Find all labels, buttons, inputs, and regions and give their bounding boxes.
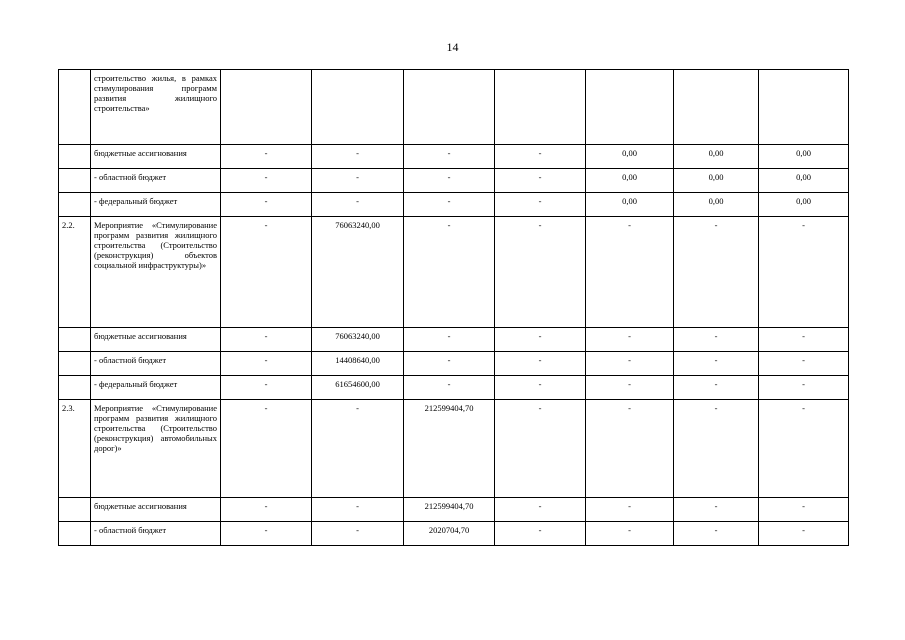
row-name-cell: Мероприятие «Стимулирование программ развития жилищного строительства (Строительство (реконструкция) объектов социальной инфраструктуры)» [91,217,221,328]
row-number-cell [59,352,91,376]
value-cell: - [674,400,759,498]
value-cell: - [221,193,312,217]
value-cell: - [759,522,849,546]
row-name-cell: - федеральный бюджет [91,193,221,217]
value-cell: - [674,498,759,522]
value-cell: 0,00 [759,145,849,169]
value-cell: - [404,217,495,328]
value-cell: - [759,400,849,498]
table-row [59,498,849,522]
value-cell: - [759,217,849,328]
value-cell: - [404,328,495,352]
row-name-cell: строительство жилья, в рамках стимулирования программ развития жилищного строительства» [91,70,221,145]
value-cell: - [586,400,674,498]
value-cell: - [495,193,586,217]
row-name-cell: бюджетные ассигнования [91,145,221,169]
table-row [59,145,849,169]
value-cell: - [404,169,495,193]
value-cell: 61654600,00 [312,376,404,400]
value-cell: - [495,352,586,376]
value-cell: - [404,145,495,169]
value-cell [221,70,312,145]
value-cell: - [674,217,759,328]
value-cell: - [404,376,495,400]
value-cell: - [674,328,759,352]
row-number-cell [59,193,91,217]
value-cell: - [759,352,849,376]
value-cell: - [312,145,404,169]
value-cell: - [495,376,586,400]
value-cell: - [312,498,404,522]
table-row [59,217,849,328]
value-cell: - [312,193,404,217]
value-cell: - [674,376,759,400]
row-number-cell [59,376,91,400]
value-cell: - [495,522,586,546]
row-name-cell: - областной бюджет [91,169,221,193]
value-cell: - [495,145,586,169]
value-cell: - [586,328,674,352]
value-cell: - [221,352,312,376]
value-cell [495,70,586,145]
row-number-cell: 2.3. [59,400,91,498]
value-cell: - [495,400,586,498]
value-cell: 2020704,70 [404,522,495,546]
value-cell: - [221,169,312,193]
table-row [59,352,849,376]
value-cell: 76063240,00 [312,217,404,328]
table-row [59,70,849,145]
value-cell: 0,00 [586,193,674,217]
table-row [59,193,849,217]
table-row [59,522,849,546]
value-cell: - [759,376,849,400]
value-cell: - [312,169,404,193]
value-cell: 0,00 [674,145,759,169]
value-cell: 0,00 [674,169,759,193]
value-cell: 14408640,00 [312,352,404,376]
value-cell: - [586,498,674,522]
value-cell: 212599404,70 [404,498,495,522]
table-body [59,70,849,546]
row-name-cell: Мероприятие «Стимулирование программ развития жилищного строительства (Строительство (реконструкция) автомобильных дорог)» [91,400,221,498]
row-number-cell [59,522,91,546]
value-cell: - [759,328,849,352]
row-number-cell [59,169,91,193]
value-cell [312,70,404,145]
value-cell [586,70,674,145]
row-name-cell: бюджетные ассигнования [91,498,221,522]
row-number-cell [59,328,91,352]
value-cell [759,70,849,145]
value-cell: - [586,522,674,546]
value-cell: - [586,217,674,328]
value-cell: - [221,400,312,498]
row-number-cell [59,70,91,145]
value-cell: - [312,522,404,546]
page-number: 14 [446,40,459,54]
budget-table [58,69,849,546]
value-cell: - [221,498,312,522]
value-cell: - [404,193,495,217]
value-cell: 0,00 [586,169,674,193]
value-cell: - [674,352,759,376]
row-name-cell: - областной бюджет [91,522,221,546]
row-name-cell: - федеральный бюджет [91,376,221,400]
value-cell: - [759,498,849,522]
value-cell: - [586,376,674,400]
table-row [59,328,849,352]
value-cell: - [495,217,586,328]
value-cell: 0,00 [759,193,849,217]
table-row [59,400,849,498]
value-cell [404,70,495,145]
value-cell: 0,00 [586,145,674,169]
value-cell: - [221,217,312,328]
value-cell: 0,00 [674,193,759,217]
value-cell: - [221,328,312,352]
value-cell: - [221,376,312,400]
value-cell: - [495,498,586,522]
value-cell: - [221,522,312,546]
table-row [59,376,849,400]
row-name-cell: бюджетные ассигнования [91,328,221,352]
value-cell: - [674,522,759,546]
value-cell: 0,00 [759,169,849,193]
value-cell: 76063240,00 [312,328,404,352]
row-number-cell [59,145,91,169]
value-cell: 212599404,70 [404,400,495,498]
row-number-cell: 2.2. [59,217,91,328]
value-cell [674,70,759,145]
value-cell: - [586,352,674,376]
value-cell: - [221,145,312,169]
value-cell: - [404,352,495,376]
value-cell: - [495,169,586,193]
value-cell: - [312,400,404,498]
value-cell: - [495,328,586,352]
row-name-cell: - областной бюджет [91,352,221,376]
table-row [59,169,849,193]
row-number-cell [59,498,91,522]
